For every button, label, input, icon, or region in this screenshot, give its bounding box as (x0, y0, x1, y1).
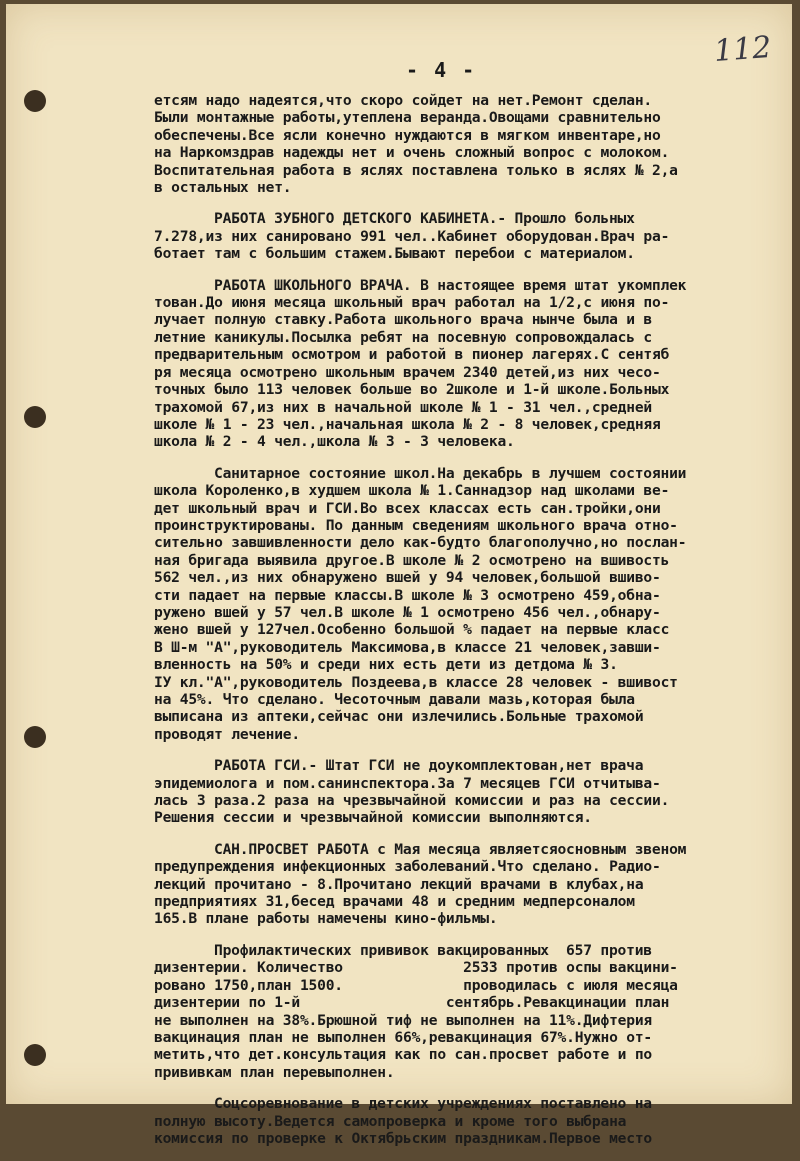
text-line: обеспечены.Все ясли конечно нуждаются в мягком инвентаре,но (154, 126, 661, 144)
punch-hole (24, 726, 46, 748)
punch-hole (24, 1044, 46, 1066)
text-line: предварительным осмотром и работой в пионер лагерях.С сентяб (154, 346, 670, 364)
text-line: етсям надо надеятся,что скоро сойдет на нет.Ремонт сделан. (154, 92, 652, 109)
text-line: РАБОТА ЗУБНОГО ДЕТСКОГО КАБИНЕТА.- Прошло больных (214, 210, 635, 228)
text-line: ровано 1750,план 1500. проводилась с июля месяца (154, 976, 678, 994)
folio-number: 112 (712, 30, 773, 69)
paragraph (154, 277, 794, 451)
text-line: прививкам план перевыполнен. (154, 1063, 395, 1081)
text-line: полную высоту.Ведется самопроверка и кроме того выбрана (154, 1112, 627, 1130)
paragraph (154, 1095, 794, 1147)
text-line: 7.278,из них санировано 991 чел..Кабинет оборудован.Врач ра- (154, 227, 670, 245)
text-line: дизентерии по 1-й сентябрь.Ревакцинации план (154, 994, 670, 1012)
punch-hole (24, 406, 46, 428)
text-line: САН.ПРОСВЕТ РАБОТА с Мая месяца являетсяосновным звеном (214, 840, 687, 858)
text-line: точных было 113 человек больше во 2школе и 1-й школе.Больных (154, 381, 670, 399)
text-line: 562 чел.,из них обнаружено вшей у 94 человек,большой вшиво- (154, 569, 661, 587)
text-line: ря месяца осмотрено школьным врачем 2340 детей,из них чесо- (154, 363, 661, 381)
text-line: сительно завшивленности дело как-будто благополучно,но послан- (154, 534, 687, 552)
text-line: 165.В плане работы намечены кино-фильмы. (154, 910, 498, 928)
text-line: проинструктированы. По данным сведениям школьного врача отно- (154, 516, 678, 534)
text-line: проводят лечение. (154, 725, 300, 743)
text-line: жено вшей у 127чел.Особенно большой % падает на первые класс (154, 621, 670, 639)
text-line: дизентерии. Количество 2533 против оспы вакцини- (154, 959, 678, 977)
text-line: трахомой 67,из них в начальной школе № 1 - 31 чел.,средней (154, 398, 652, 416)
text-line: в остальных нет. (154, 179, 292, 197)
text-line: ІУ кл."А",руководитель Поздеева,в классе 28 человек - вшивост (154, 673, 678, 691)
text-line: метить,что дет.консультация как по сан.просвет работе и по (154, 1046, 652, 1064)
text-line: Санитарное состояние школ.На декабрь в лучшем состоянии (214, 464, 687, 482)
text-line: школе № 1 - 23 чел.,начальная школа № 2 - 8 человек,средняя (154, 415, 661, 433)
text-line: лась 3 раза.2 раза на чрезвычайной комиссии и раз на сессии. (154, 792, 670, 810)
punch-hole (24, 90, 46, 112)
paragraph (154, 757, 794, 827)
paragraph (154, 465, 794, 744)
text-line: В Ш-м "А",руководитель Максимова,в классе 21 человек,завши- (154, 638, 661, 656)
text-line: вленность на 50% и среди них есть дети из детдома № 3. (154, 656, 618, 674)
paragraph (154, 841, 794, 928)
text-line: школа № 2 - 4 чел.,школа № 3 - 3 человека. (154, 433, 515, 451)
text-line: выписана из аптеки,сейчас они излечились.Больные трахомой (154, 708, 644, 726)
text-line: вакцинация план не выполнен 66%,ревакцинация 67%.Нужно от- (154, 1028, 652, 1046)
text-line: лекций прочитано - 8.Прочитано лекций врачами в клубах,на (154, 875, 644, 893)
text-line: эпидемиолога и пом.санинспектора.За 7 месяцев ГСИ отчитыва- (154, 774, 661, 792)
page-number: - 4 - (406, 58, 477, 82)
text-line: школа Короленко,в худшем школа № 1.Саннадзор над школами ве- (154, 482, 670, 500)
text-line: ботает там с большим стажем.Бывают перебои с материалом. (154, 245, 635, 263)
text-line: РАБОТА ГСИ.- Штат ГСИ не доукомплектован,нет врача (214, 757, 644, 775)
text-line: Соцсоревнование в детских учреждениях поставлено на (214, 1095, 652, 1113)
text-line: Профилактических прививок вакцированных 657 против (214, 941, 652, 959)
text-line: летние каникулы.Посылка ребят на посевную сопровождалась с (154, 328, 652, 346)
document-sheet (6, 4, 792, 1147)
text-line: ная бригада выявила другое.В школе № 2 осмотрено на вшивость (154, 551, 670, 569)
text-line: дет школьный врач и ГСИ.Во всех классах есть сан.тройки,они (154, 499, 661, 517)
text-line: предупреждения инфекционных заболеваний.Что сделано. Радио- (154, 858, 661, 876)
text-line: предприятиях 31,бесед врачами 48 и средним медперсоналом (154, 893, 635, 911)
text-line: не выполнен на 38%.Брюшной тиф не выполнен на 11%.Дифтерия (154, 1011, 652, 1029)
paragraph (154, 210, 794, 262)
document-body (154, 92, 794, 1161)
text-line: лучает полную ставку.Работа школьного врача нынче была и в (154, 311, 652, 329)
text-line: ружено вшей у 57 чел.В школе № 1 осмотрено 456 чел.,обнару- (154, 603, 661, 621)
paragraph (154, 92, 794, 196)
text-line: комиссия по проверке к Октябрьским праздникам.Первое место (154, 1129, 652, 1147)
text-line: Были монтажные работы,утеплена веранда.Овощами сравнительно (154, 109, 661, 127)
text-line: РАБОТА ШКОЛЬНОГО ВРАЧА. В настоящее время штат укомплек (214, 276, 687, 294)
text-line: на 45%. Что сделано. Чесоточным давали мазь,которая была (154, 691, 635, 708)
text-line: тован.До июня месяца школьный врач работал на 1/2,с июня по- (154, 294, 670, 312)
paragraph (154, 942, 794, 1081)
text-line: Решения сессии и чрезвычайной комиссии выполняются. (154, 809, 592, 827)
text-line: на Наркомздрав надежды нет и очень сложный вопрос с молоком. (154, 144, 670, 162)
text-line: сти падает на первые классы.В школе № 3 осмотрено 459,обна- (154, 586, 661, 604)
text-line: Воспитательная работа в яслях поставлена только в яслях № 2,а (154, 161, 678, 179)
